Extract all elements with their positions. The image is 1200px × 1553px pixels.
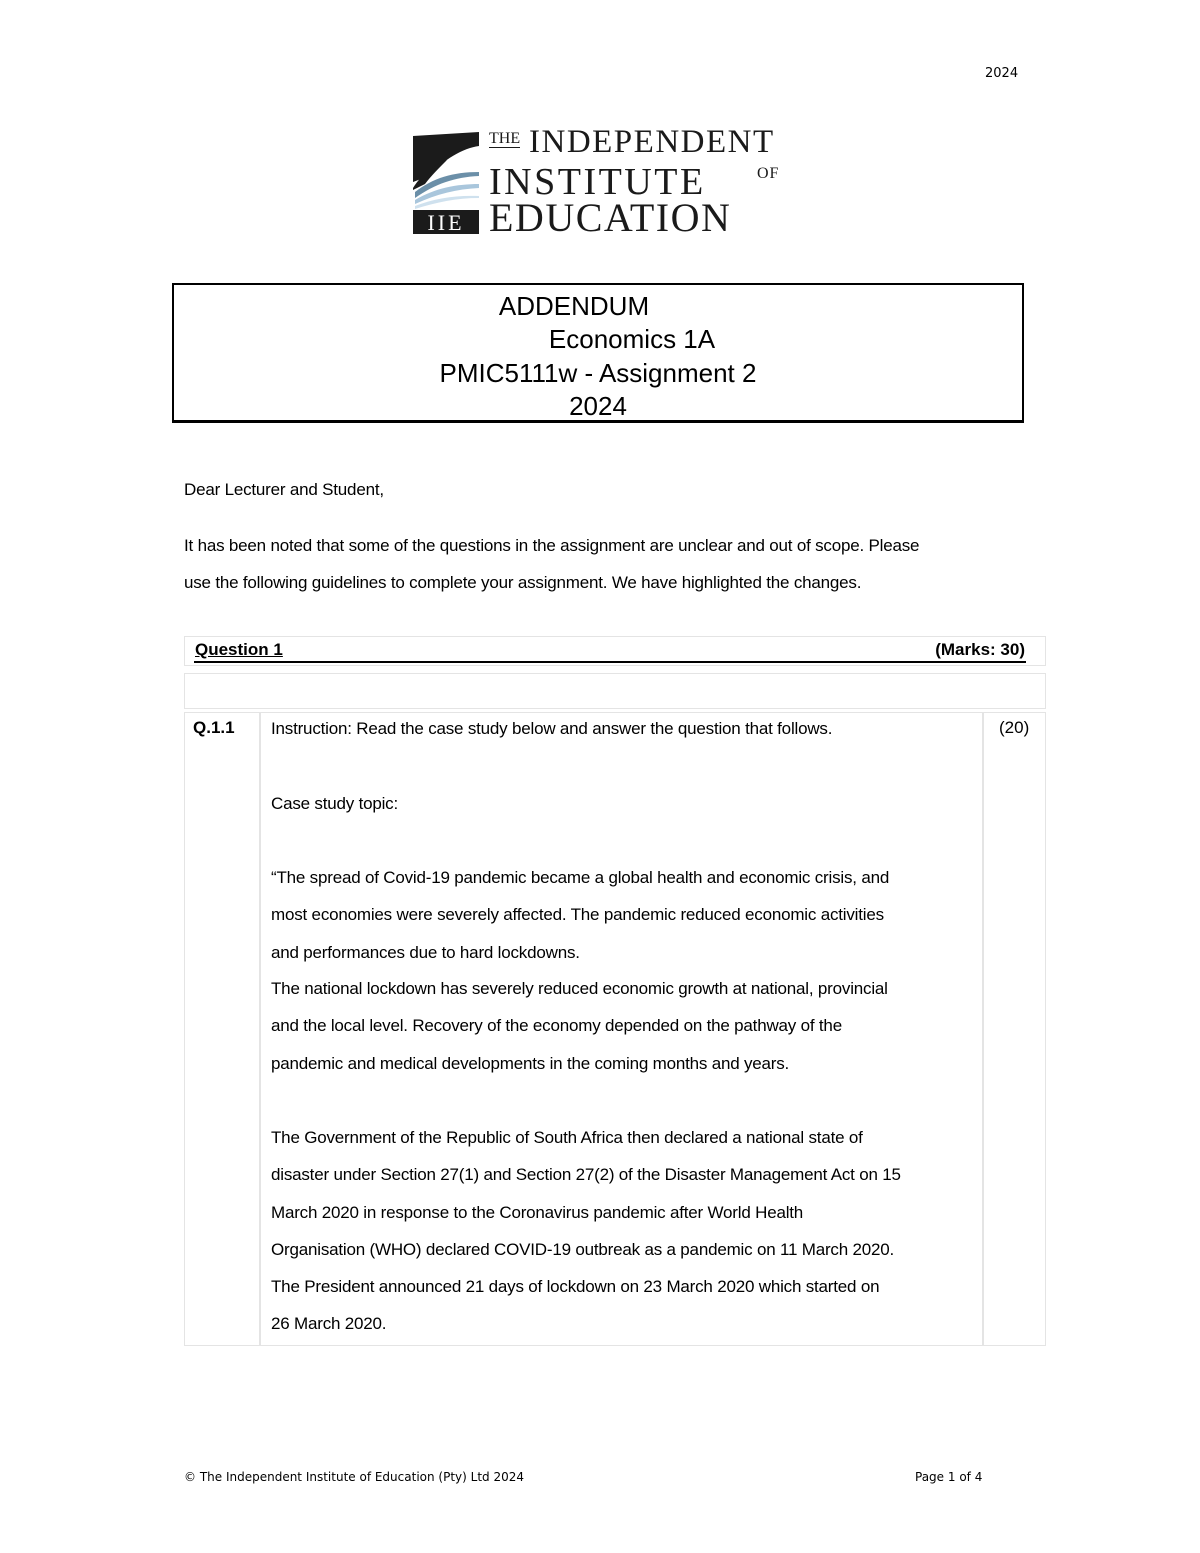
logo-the: THE — [489, 130, 521, 147]
question-header — [184, 636, 1046, 666]
footer-copyright: © The Independent Institute of Education (Pty) Ltd 2024 — [184, 1470, 524, 1484]
logo-of: OF — [757, 165, 780, 182]
question-marks-cell — [983, 712, 1046, 1346]
question-text-cell — [260, 712, 983, 1346]
logo-emblem-icon — [413, 132, 481, 234]
intro-line: It has been noted that some of the questions in the assignment are unclear and out of scope. Please — [184, 536, 920, 555]
question-number: Q.1.1 — [193, 718, 235, 737]
title-module: Economics 1A — [548, 324, 716, 354]
logo-education: EDUCATION — [489, 195, 732, 240]
title-year: 2024 — [569, 391, 627, 421]
question-title: Question 1 — [195, 640, 283, 659]
instruction-text: Instruction: Read the case study below and answer the question that follows. — [271, 719, 833, 738]
question-number-cell — [184, 712, 260, 1346]
title-addendum: ADDENDUM — [498, 291, 650, 321]
svg-text:IIE: IIE — [427, 210, 465, 234]
logo-independent: INDEPENDENT — [529, 124, 775, 160]
logo-institute: INSTITUTE — [489, 161, 706, 203]
question-marks: (Marks: 30) — [935, 640, 1025, 659]
intro-line: use the following guidelines to complete your assignment. We have highlighted the changes. — [184, 573, 862, 592]
header-year: 2024 — [985, 66, 1019, 81]
footer-page-number: Page 1 of 4 — [915, 1470, 983, 1484]
intro-paragraph — [184, 527, 1024, 601]
table-spacer-row — [184, 673, 1046, 709]
case-paragraph-1: “The spread of Covid-19 pandemic became a global health and economic crisis, and most economies were severely affected. The pandemic reduced economic activities and performances due to hard lockdowns. — [271, 868, 890, 962]
case-paragraph-3: The Government of the Republic of South Africa then declared a national state of disaster under Section 27(1) and Section 27(2) of the Disaster Management Act on 15 March 2020 in response to the Coronavirus pandemic after World Health Organisation (WHO) declared COVID-19 outbreak as a pandemic on 11 March 2020. The President announced 21 days of lockdown on 23 March 2020 which started on 26 March 2020. — [271, 1128, 901, 1334]
case-topic-label: Case study topic: — [271, 794, 398, 813]
greeting: Dear Lecturer and Student, — [184, 480, 384, 499]
institution-logo — [413, 124, 793, 240]
item-marks: (20) — [999, 718, 1030, 737]
title-assignment: PMIC5111w - Assignment 2 — [439, 358, 757, 388]
case-paragraph-2: The national lockdown has severely reduced economic growth at national, provincial and the local level. Recovery of the economy depended on the pathway of the pandemic and medical developments in the coming months and years. — [271, 979, 888, 1073]
header-rule — [194, 661, 1026, 663]
title-box — [172, 283, 1024, 423]
question-row — [184, 712, 1046, 1346]
